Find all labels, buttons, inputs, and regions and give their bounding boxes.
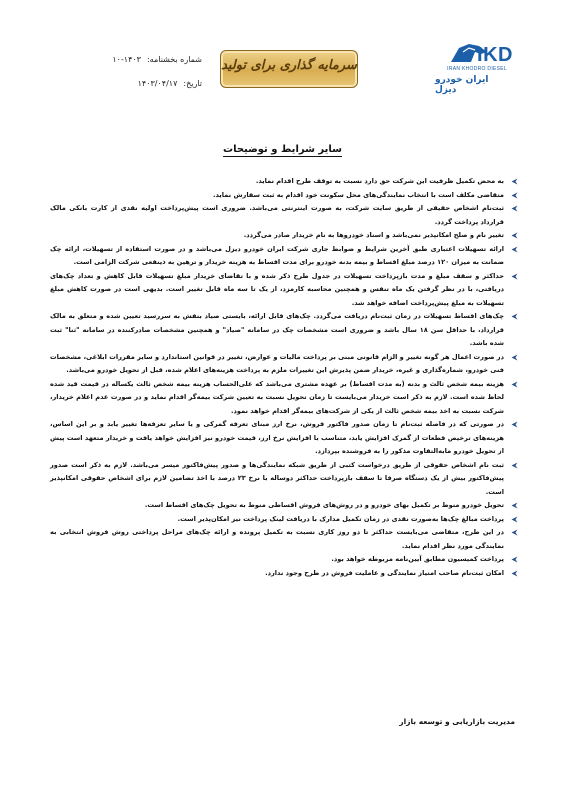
arrow-bullet-icon — [511, 570, 518, 577]
arrow-bullet-icon — [511, 556, 518, 563]
list-item: متقاضی مکلف است با انتخاب نمایندگی‌های محل سکونت خود اقدام به ثبت سفارش نماید. — [50, 189, 518, 203]
list-item: ثبت‌نام اشخاص حقیقی از طریق سایت شرکت، به صورت اینترنتی می‌باشد. ضروری است پیش‌پرداخت اولیه نقدی از کارت بانکی مالک قرارداد پرداخت گردد. — [50, 202, 518, 229]
circular-meta — [70, 55, 202, 103]
arrow-bullet-icon — [511, 313, 518, 320]
seal-text: سرمایه گذاری برای تولید — [221, 58, 357, 73]
conditions-list — [50, 175, 518, 580]
arrow-bullet-icon — [511, 502, 518, 509]
circular-number-row — [70, 55, 202, 79]
arrow-bullet-icon — [511, 232, 518, 239]
circular-number-label: شماره بخشنامه: — [146, 55, 202, 64]
list-item: در صورتی که در فاصله ثبت‌نام تا زمان صدور فاکتور فروش، نرخ ارز مبنای تعرفه گمرکی و یا سایر تعرفه‌ها تغییر یابد و بر این اساس، هزینه‌های ترخیص قطعات از گمرک افزایش یابد، متناسب با افزایش نرخ ارز، قیمت خودرو نیز افزایش خواهد یافت و خریدار متعهد است پیش از تحویل خودرو مابه‌التفاوت مذکور را به فروشنده بپردازد. — [50, 418, 518, 459]
arrow-bullet-icon — [511, 354, 518, 361]
arrow-bullet-icon — [511, 273, 518, 280]
section-title-text: سایر شرایط و توضیحات — [223, 144, 342, 155]
date-row — [70, 79, 202, 103]
arrow-bullet-icon — [511, 205, 518, 212]
list-item: چک‌های اقساط تسهیلات در زمان ثبت‌نام دریافت می‌گردد. چک‌های قابل ارائه، بایستی صیاد بنفش به سررسید تعیین شده و متعلق به مالک قرارداد، با حداقل سن ۱۸ سال باشد و ضروری است مشخصات چک در سامانه "صیاد" و همچنین مشخصات صادرکننده در سامانه "ثنا" ثبت شده باشد. — [50, 310, 518, 351]
list-item: امکان ثبت‌نام صاحب امتیاز نمایندگی و عاملیت فروش در طرح وجود ندارد. — [50, 567, 518, 581]
list-item: پرداخت مبالغ چک‌ها به‌صورت نقدی در زمان تکمیل مدارک با دریافت لینک پرداخت نیز امکان‌پذیر است. — [50, 513, 518, 527]
logo-brand: IKD — [477, 44, 513, 66]
arrow-bullet-icon — [511, 529, 518, 536]
list-item: تغییر نام و صلح امکانپذیر نمی‌باشد و اسناد خودروها به نام خریدار صادر می‌گردد. — [50, 229, 518, 243]
list-item: ثبت نام اشخاص حقوقی از طریق درخواست کتبی از طریق شبکه نمایندگی‌ها و صدور پیش‌فاکتور میسر می‌باشد. لازم به ذکر است صدور پیش‌فاکتور بیش از یک دستگاه صرفا تا سقف بازپرداخت حداکثر دوساله با نرخ ۲۳ درصد با اخذ تضامین لازم برای اشخاص حقوقی امکانپذیر است. — [50, 459, 518, 500]
section-title — [0, 137, 565, 156]
list-item: تحویل خودرو منوط بر تکمیل بهای خودرو و در روش‌های فروش اقساطی منوط به تحویل چک‌های اقساط است. — [50, 499, 518, 513]
slogan-seal — [220, 50, 358, 88]
signature-department: مدیریت بازاریابی و توسعه بازار — [399, 717, 515, 726]
date-label: تاریخ: — [183, 79, 202, 88]
list-item: ارائه تسهیلات اعتباری طبق آخرین شرایط و ضوابط جاری شرکت ایران خودرو دیزل می‌باشد و در صورت استفاده از تسهیلات، ارائه چک ضمانت به میزان ۱۲۰ درصد مبلغ اقساط و بیمه بدنه خودرو برای مدت اقساط به هزینه خریدار و ترهین به ذینفعی شرکت الزامی است. — [50, 243, 518, 270]
list-item: حداکثر و سقف مبلغ و مدت بازپرداخت تسهیلات در جدول طرح ذکر شده و با تقاضای خریدار مبلغ تسهیلات قابل کاهش و تعداد چک‌های دریافتی، با در نظر گرفتن یک ماه تنفس و همچنین محاسبه کارمزد، از یک تا سه ماه قابل تغییر است. بدیهی است در صورت کاهش مبلغ تسهیلات به مبلغ پیش‌پرداخت اضافه خواهد شد. — [50, 270, 518, 311]
list-item: در صورت اعمال هر گونه تغییر و الزام قانونی مبنی بر پرداخت مالیات و عوارض، تغییر در قوانین استاندارد و سایر مقررات ابلاغی، مشخصات فنی خودرو، شماره‌گذاری و غیره، خریدار ضمن پذیرش این تغییرات ملزم به پرداخت هزینه‌های اعلام شده، قبل از تحویل خودرو می‌باشد. — [50, 351, 518, 378]
arrow-bullet-icon — [511, 381, 518, 388]
arrow-bullet-icon — [511, 462, 518, 469]
arrow-bullet-icon — [511, 516, 518, 523]
circular-number-value: ۱۰-۱۴۰۳ — [112, 55, 141, 64]
arrow-bullet-icon — [511, 421, 518, 428]
list-item: در این طرح، متقاضی می‌بایست حداکثر تا دو روز کاری نسبت به تکمیل پرونده و ارائه چک‌های مراحل پرداختی روش فروش انتخابی به نمایندگی مورد نظر اقدام نماید. — [50, 526, 518, 553]
list-item: پرداخت کمیسیون مطابق آیین‌نامه مربوطه خواهد بود. — [50, 553, 518, 567]
logo-brand-fa: ایران خودرو دیزل — [435, 75, 489, 95]
logo-brand-en: IRAN KHODRO DIESEL — [447, 66, 507, 72]
arrow-bullet-icon — [511, 178, 518, 185]
list-item: به محض تکمیل ظرفیت این شرکت حق دارد نسبت به توقف طرح اقدام نماید. — [50, 175, 518, 189]
arrow-bullet-icon — [511, 246, 518, 253]
arrow-bullet-icon — [511, 192, 518, 199]
company-logo — [435, 42, 513, 95]
list-item: هزینه بیمه شخص ثالث و بدنه (به مدت اقساط) بر عهده مشتری می‌باشد که علی‌الحساب هزینه بیمه شخص ثالث یکساله در قیمت قید شده لحاظ شده است. لازم به ذکر است خریدار می‌بایست تا زمان تحویل نسبت به تعیین شرکت بیمه‌گر اقدام نماید و در صورت عدم اعلام خریدار، شرکت نسبت به اخذ بیمه شخص ثالث از یکی از شرکت‌های بیمه‌گر اقدام خواهد نمود. — [50, 378, 518, 419]
date-value: ۱۴۰۳/۰۴/۱۷ — [137, 79, 178, 88]
